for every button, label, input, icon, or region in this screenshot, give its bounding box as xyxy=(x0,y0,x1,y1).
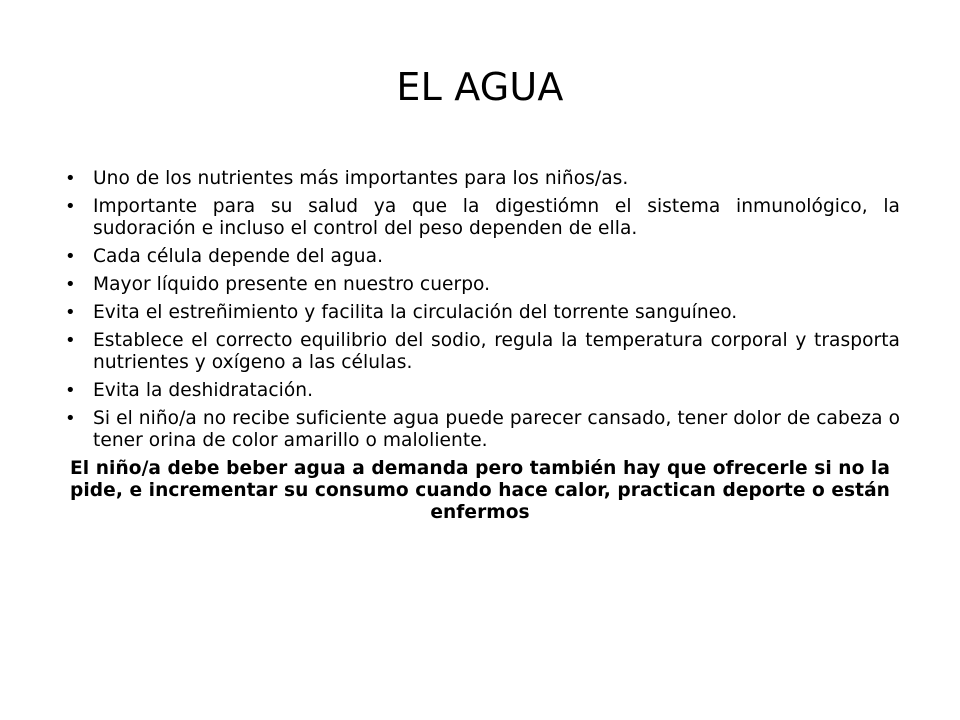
bullet-text: Si el niño/a no recibe suficiente agua puede parecer cansado, tener dolor de cabeza o tener orina de color amarillo o maloliente. xyxy=(93,408,900,451)
bullet-dot-icon: • xyxy=(65,330,76,351)
bullet-text: Evita la deshidratación. xyxy=(93,380,314,401)
bullet-dot-icon: • xyxy=(65,246,76,267)
closing-statement: El niño/a debe beber agua a demanda pero también hay que ofrecerle si no la pide, e incrementar su consumo cuando hace calor, practican deporte o están enfermos xyxy=(70,458,890,523)
bullet-text: Evita el estreñimiento y facilita la circulación del torrente sanguíneo. xyxy=(93,302,738,323)
slide-content xyxy=(60,168,900,524)
bullet-text: Cada célula depende del agua. xyxy=(93,246,384,267)
bullet-text: Importante para su salud ya que la digestiómn el sistema inmunológico, la sudoración e incluso el control del peso dependen de ella. xyxy=(93,196,900,239)
bullet-dot-icon: • xyxy=(65,302,76,323)
bullet-dot-icon: • xyxy=(65,196,76,217)
bullet-item xyxy=(60,330,900,374)
slide-title: EL AGUA xyxy=(396,65,564,109)
bullet-item xyxy=(60,196,900,240)
bullet-text: Establece el correcto equilibrio del sodio, regula la temperatura corporal y trasporta nutrientes y oxígeno a las células. xyxy=(93,330,900,373)
bullet-item xyxy=(60,302,900,324)
bullet-item xyxy=(60,274,900,296)
bullet-item xyxy=(60,246,900,268)
bullet-item xyxy=(60,408,900,452)
bullet-item xyxy=(60,168,900,190)
bullet-text: Mayor líquido presente en nuestro cuerpo. xyxy=(93,274,491,295)
bullet-dot-icon: • xyxy=(65,380,76,401)
bullet-list xyxy=(60,168,900,452)
bullet-dot-icon: • xyxy=(65,168,76,189)
bullet-text: Uno de los nutrientes más importantes para los niños/as. xyxy=(93,168,629,189)
bullet-dot-icon: • xyxy=(65,274,76,295)
bullet-item xyxy=(60,380,900,402)
bullet-dot-icon: • xyxy=(65,408,76,429)
